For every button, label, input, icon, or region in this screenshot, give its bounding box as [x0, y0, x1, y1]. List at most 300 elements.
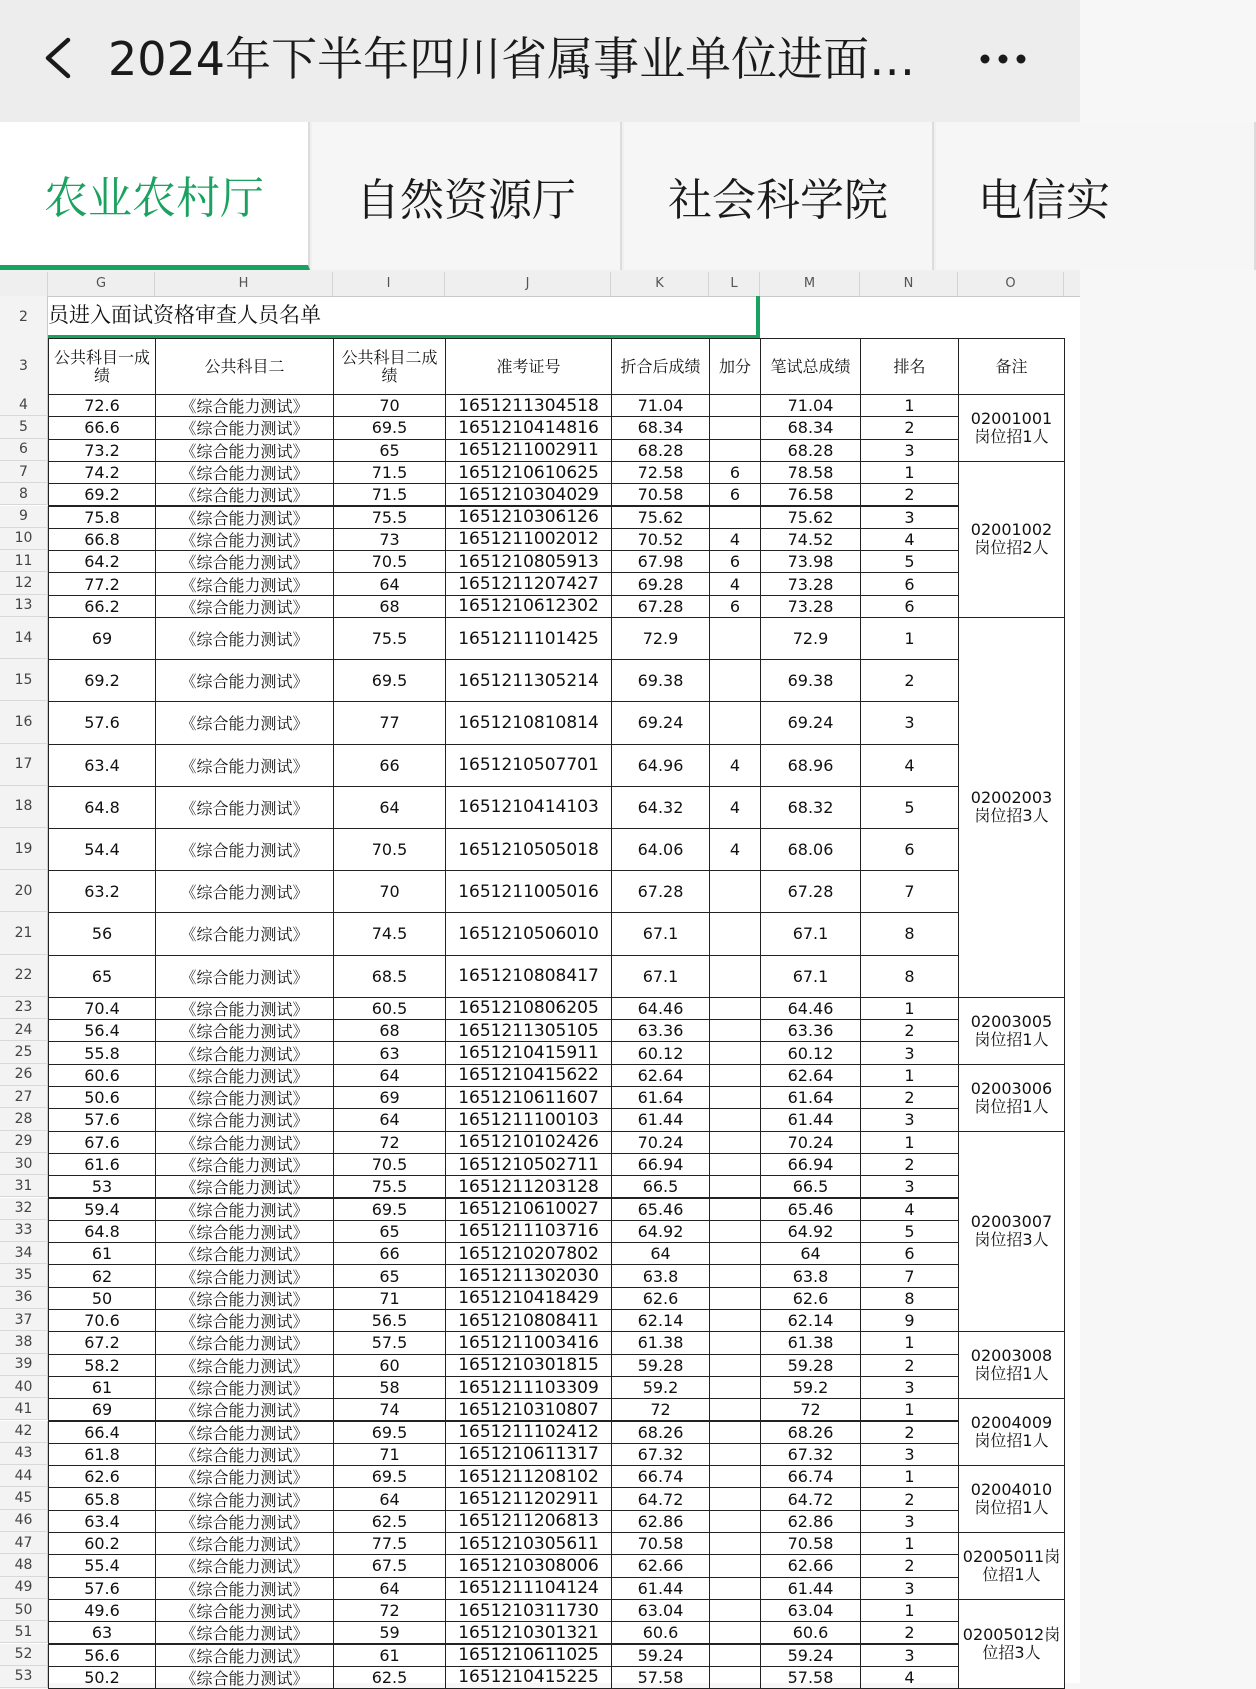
table-cell[interactable]: 2 — [860, 1153, 959, 1176]
table-cell[interactable]: 59.2 — [611, 1376, 710, 1399]
table-cell[interactable]: 69.5 — [333, 1198, 446, 1221]
table-cell[interactable] — [709, 659, 761, 702]
table-cell[interactable] — [709, 439, 761, 462]
table-cell[interactable]: 73.28 — [760, 595, 861, 618]
table-cell[interactable]: 69.24 — [760, 701, 861, 744]
table-cell[interactable]: 75.5 — [333, 1175, 446, 1198]
table-cell[interactable]: 66.74 — [611, 1465, 710, 1488]
table-cell[interactable]: 4 — [709, 744, 761, 787]
table-cell[interactable]: 59.4 — [48, 1198, 156, 1221]
table-cell[interactable]: 62.86 — [611, 1510, 710, 1533]
table-cell[interactable]: 55.8 — [48, 1041, 156, 1064]
table-cell[interactable]: 1651210414816 — [445, 416, 612, 439]
table-cell[interactable]: 67.28 — [611, 595, 710, 618]
table-cell[interactable]: 56 — [48, 912, 156, 955]
table-cell[interactable]: 60.12 — [760, 1041, 861, 1064]
table-cell[interactable]: 72.9 — [760, 617, 861, 660]
table-cell[interactable]: 1 — [860, 1599, 959, 1622]
table-cell[interactable]: 60.6 — [760, 1621, 861, 1644]
table-cell[interactable]: 1651211103716 — [445, 1220, 612, 1243]
table-cell[interactable] — [709, 1599, 761, 1622]
table-cell[interactable]: 7 — [860, 1264, 959, 1287]
table-cell[interactable]: 64.46 — [760, 997, 861, 1020]
tab-natural-resources[interactable] — [312, 122, 622, 270]
table-cell[interactable]: 77.2 — [48, 572, 156, 595]
table-cell[interactable] — [709, 870, 761, 913]
table-cell[interactable]: 63.04 — [760, 1599, 861, 1622]
table-cell[interactable]: 59.24 — [760, 1644, 861, 1667]
table-cell[interactable]: 1651211100103 — [445, 1108, 612, 1131]
table-cell[interactable]: 1651211305214 — [445, 659, 612, 702]
table-cell[interactable]: 65 — [333, 1264, 446, 1287]
table-cell[interactable]: 64.46 — [611, 997, 710, 1020]
table-cell[interactable]: 2 — [860, 659, 959, 702]
table-cell[interactable]: 75.8 — [48, 506, 156, 529]
table-cell[interactable]: 74.52 — [760, 528, 861, 551]
table-cell[interactable]: 《综合能力测试》 — [155, 701, 334, 744]
table-cell[interactable]: 《综合能力测试》 — [155, 1510, 334, 1533]
table-cell[interactable]: 1651210306126 — [445, 506, 612, 529]
table-cell[interactable]: 1651210507701 — [445, 744, 612, 787]
remark-cell[interactable]: 02005011岗 位招1人 — [958, 1532, 1065, 1600]
table-cell[interactable]: 《综合能力测试》 — [155, 1242, 334, 1265]
table-cell[interactable] — [709, 1621, 761, 1644]
table-cell[interactable]: 64 — [333, 572, 446, 595]
table-cell[interactable]: 6 — [860, 1242, 959, 1265]
table-cell[interactable]: 68.06 — [760, 828, 861, 871]
table-cell[interactable]: 《综合能力测试》 — [155, 1264, 334, 1287]
table-cell[interactable] — [709, 617, 761, 660]
table-cell[interactable]: 7 — [860, 870, 959, 913]
tab-telecom[interactable] — [936, 122, 1256, 270]
table-cell[interactable]: 《综合能力测试》 — [155, 461, 334, 484]
table-cell[interactable]: 1651211207427 — [445, 572, 612, 595]
table-cell[interactable] — [709, 1220, 761, 1243]
column-letter[interactable]: N — [860, 272, 958, 296]
column-header-cell[interactable]: 排名 — [860, 338, 959, 395]
table-cell[interactable]: 《综合能力测试》 — [155, 1019, 334, 1042]
table-cell[interactable] — [709, 1287, 761, 1310]
table-cell[interactable]: 70.58 — [611, 483, 710, 506]
table-cell[interactable]: 《综合能力测试》 — [155, 1376, 334, 1399]
sheet-title-cell[interactable]: 员进入面试资格审查人员名单 — [48, 296, 760, 338]
table-cell[interactable]: 69 — [333, 1086, 446, 1109]
table-cell[interactable]: 67.5 — [333, 1554, 446, 1577]
table-cell[interactable]: 1651211003416 — [445, 1331, 612, 1354]
table-cell[interactable] — [709, 1487, 761, 1510]
table-cell[interactable]: 《综合能力测试》 — [155, 1465, 334, 1488]
table-cell[interactable]: 61 — [48, 1376, 156, 1399]
table-cell[interactable]: 4 — [709, 786, 761, 829]
table-cell[interactable]: 3 — [860, 506, 959, 529]
table-cell[interactable]: 1651210102426 — [445, 1131, 612, 1154]
table-cell[interactable]: 1651210505018 — [445, 828, 612, 871]
table-cell[interactable] — [709, 997, 761, 1020]
table-cell[interactable]: 61.64 — [611, 1086, 710, 1109]
table-cell[interactable]: 3 — [860, 1644, 959, 1667]
table-cell[interactable]: 70.5 — [333, 550, 446, 573]
table-cell[interactable]: 《综合能力测试》 — [155, 1153, 334, 1176]
table-cell[interactable]: 《综合能力测试》 — [155, 1421, 334, 1444]
table-cell[interactable]: 《综合能力测试》 — [155, 1644, 334, 1667]
table-cell[interactable]: 2 — [860, 1019, 959, 1042]
table-cell[interactable]: 71.04 — [760, 394, 861, 417]
table-cell[interactable]: 64.06 — [611, 828, 710, 871]
table-cell[interactable]: 1 — [860, 1331, 959, 1354]
table-cell[interactable]: 《综合能力测试》 — [155, 550, 334, 573]
table-cell[interactable]: 67.28 — [611, 870, 710, 913]
table-cell[interactable]: 59 — [333, 1621, 446, 1644]
table-cell[interactable]: 1651210310807 — [445, 1398, 612, 1421]
table-cell[interactable]: 61.38 — [611, 1331, 710, 1354]
table-cell[interactable]: 72 — [333, 1599, 446, 1622]
table-cell[interactable] — [709, 1376, 761, 1399]
table-cell[interactable]: 71.5 — [333, 483, 446, 506]
table-cell[interactable]: 8 — [860, 955, 959, 998]
table-cell[interactable]: 69.2 — [48, 659, 156, 702]
table-cell[interactable]: 《综合能力测试》 — [155, 912, 334, 955]
table-cell[interactable]: 62.6 — [48, 1465, 156, 1488]
column-letter[interactable]: H — [155, 272, 333, 296]
table-cell[interactable]: 4 — [860, 744, 959, 787]
table-cell[interactable]: 78.58 — [760, 461, 861, 484]
table-cell[interactable] — [709, 955, 761, 998]
table-cell[interactable]: 57.5 — [333, 1331, 446, 1354]
table-cell[interactable]: 《综合能力测试》 — [155, 617, 334, 660]
table-cell[interactable]: 60.2 — [48, 1532, 156, 1555]
table-cell[interactable]: 61 — [48, 1242, 156, 1265]
remark-cell[interactable]: 02005012岗 位招3人 — [958, 1599, 1065, 1689]
table-cell[interactable]: 68.34 — [611, 416, 710, 439]
table-cell[interactable]: 62.14 — [611, 1309, 710, 1332]
table-cell[interactable]: 2 — [860, 416, 959, 439]
table-cell[interactable]: 57.6 — [48, 1108, 156, 1131]
table-cell[interactable]: 3 — [860, 1577, 959, 1600]
table-cell[interactable]: 61 — [333, 1644, 446, 1667]
table-cell[interactable]: 67.1 — [611, 912, 710, 955]
table-cell[interactable]: 49.6 — [48, 1599, 156, 1622]
table-cell[interactable]: 1 — [860, 1064, 959, 1087]
remark-cell[interactable]: 02002003 岗位招3人 — [958, 617, 1065, 998]
table-cell[interactable]: 6 — [709, 595, 761, 618]
table-cell[interactable]: 6 — [860, 595, 959, 618]
table-cell[interactable]: 《综合能力测试》 — [155, 659, 334, 702]
table-cell[interactable]: 1651211002012 — [445, 528, 612, 551]
table-cell[interactable]: 68.96 — [760, 744, 861, 787]
table-cell[interactable]: 1 — [860, 1465, 959, 1488]
table-cell[interactable]: 64.32 — [611, 786, 710, 829]
table-cell[interactable] — [709, 1175, 761, 1198]
table-cell[interactable]: 1651210305611 — [445, 1532, 612, 1555]
table-cell[interactable]: 53 — [48, 1175, 156, 1198]
table-cell[interactable] — [709, 1064, 761, 1087]
table-cell[interactable]: 《综合能力测试》 — [155, 1220, 334, 1243]
table-cell[interactable]: 1651211208102 — [445, 1465, 612, 1488]
table-cell[interactable] — [709, 1242, 761, 1265]
table-cell[interactable]: 77 — [333, 701, 446, 744]
table-cell[interactable]: 2 — [860, 1554, 959, 1577]
table-cell[interactable]: 68 — [333, 595, 446, 618]
table-cell[interactable]: 66.94 — [760, 1153, 861, 1176]
table-cell[interactable] — [709, 416, 761, 439]
table-cell[interactable]: 69.38 — [760, 659, 861, 702]
table-cell[interactable]: 72 — [333, 1131, 446, 1154]
table-cell[interactable]: 4 — [709, 828, 761, 871]
table-cell[interactable]: 56.5 — [333, 1309, 446, 1332]
table-cell[interactable]: 75.62 — [611, 506, 710, 529]
table-cell[interactable]: 64.96 — [611, 744, 710, 787]
table-cell[interactable]: 63.36 — [611, 1019, 710, 1042]
table-cell[interactable]: 《综合能力测试》 — [155, 1309, 334, 1332]
table-cell[interactable]: 3 — [860, 1108, 959, 1131]
column-letter[interactable]: M — [760, 272, 860, 296]
table-cell[interactable]: 61.6 — [48, 1153, 156, 1176]
table-cell[interactable]: 1651211302030 — [445, 1264, 612, 1287]
table-cell[interactable]: 62.64 — [611, 1064, 710, 1087]
column-letter[interactable]: J — [445, 272, 611, 296]
table-cell[interactable] — [709, 1131, 761, 1154]
table-cell[interactable]: 4 — [860, 1666, 959, 1689]
table-cell[interactable]: 2 — [860, 483, 959, 506]
table-cell[interactable]: 70.4 — [48, 997, 156, 1020]
table-cell[interactable]: 《综合能力测试》 — [155, 416, 334, 439]
table-cell[interactable] — [709, 1644, 761, 1667]
table-cell[interactable]: 69.5 — [333, 1465, 446, 1488]
table-cell[interactable]: 64.92 — [760, 1220, 861, 1243]
column-header-cell[interactable]: 公共科目二成绩 — [333, 338, 446, 395]
table-cell[interactable]: 62 — [48, 1264, 156, 1287]
table-cell[interactable]: 62.6 — [760, 1287, 861, 1310]
table-cell[interactable]: 70.58 — [611, 1532, 710, 1555]
table-cell[interactable]: 61.44 — [760, 1108, 861, 1131]
table-cell[interactable]: 4 — [709, 572, 761, 595]
spreadsheet[interactable] — [0, 272, 1080, 1688]
table-cell[interactable]: 61.44 — [611, 1577, 710, 1600]
table-cell[interactable]: 61.38 — [760, 1331, 861, 1354]
table-cell[interactable]: 73.28 — [760, 572, 861, 595]
table-cell[interactable]: 65.8 — [48, 1487, 156, 1510]
table-cell[interactable]: 63.8 — [611, 1264, 710, 1287]
table-cell[interactable]: 5 — [860, 1220, 959, 1243]
table-cell[interactable]: 67.32 — [760, 1443, 861, 1466]
table-cell[interactable]: 《综合能力测试》 — [155, 744, 334, 787]
column-header-cell[interactable]: 折合后成绩 — [611, 338, 710, 395]
table-cell[interactable]: 68.34 — [760, 416, 861, 439]
table-cell[interactable]: 1651210808417 — [445, 955, 612, 998]
table-cell[interactable]: 《综合能力测试》 — [155, 828, 334, 871]
table-cell[interactable]: 64.2 — [48, 550, 156, 573]
table-cell[interactable]: 1651210415911 — [445, 1041, 612, 1064]
table-cell[interactable]: 6 — [709, 461, 761, 484]
table-cell[interactable]: 1 — [860, 997, 959, 1020]
table-cell[interactable]: 63 — [48, 1621, 156, 1644]
table-cell[interactable]: 64.72 — [760, 1487, 861, 1510]
table-cell[interactable]: 61.64 — [760, 1086, 861, 1109]
table-cell[interactable]: 3 — [860, 439, 959, 462]
table-cell[interactable]: 1651211101425 — [445, 617, 612, 660]
table-cell[interactable]: 6 — [860, 572, 959, 595]
table-cell[interactable]: 70.24 — [760, 1131, 861, 1154]
table-cell[interactable] — [709, 506, 761, 529]
table-cell[interactable]: 1 — [860, 1398, 959, 1421]
table-cell[interactable]: 68.26 — [760, 1421, 861, 1444]
table-cell[interactable]: 《综合能力测试》 — [155, 1064, 334, 1087]
table-cell[interactable]: 70.5 — [333, 828, 446, 871]
table-cell[interactable]: 63.4 — [48, 744, 156, 787]
table-cell[interactable]: 2 — [860, 1421, 959, 1444]
remark-cell[interactable]: 02004009 岗位招1人 — [958, 1398, 1065, 1466]
table-cell[interactable] — [709, 1264, 761, 1287]
table-cell[interactable]: 1651210502711 — [445, 1153, 612, 1176]
table-cell[interactable]: 63.04 — [611, 1599, 710, 1622]
table-cell[interactable]: 70.6 — [48, 1309, 156, 1332]
table-cell[interactable]: 59.2 — [760, 1376, 861, 1399]
table-cell[interactable] — [709, 701, 761, 744]
table-cell[interactable]: 66.2 — [48, 595, 156, 618]
table-cell[interactable]: 64 — [333, 1577, 446, 1600]
table-cell[interactable]: 《综合能力测试》 — [155, 1354, 334, 1377]
table-cell[interactable] — [709, 1577, 761, 1600]
table-cell[interactable]: 64 — [760, 1242, 861, 1265]
table-cell[interactable]: 63.36 — [760, 1019, 861, 1042]
table-cell[interactable]: 69.2 — [48, 483, 156, 506]
table-cell[interactable] — [709, 1554, 761, 1577]
table-cell[interactable]: 64.72 — [611, 1487, 710, 1510]
table-cell[interactable]: 3 — [860, 701, 959, 744]
column-letter[interactable]: I — [333, 272, 445, 296]
table-cell[interactable] — [709, 1019, 761, 1042]
column-header-cell[interactable]: 准考证号 — [445, 338, 612, 395]
table-cell[interactable]: 60.6 — [48, 1064, 156, 1087]
table-cell[interactable]: 61.44 — [760, 1577, 861, 1600]
column-letter[interactable]: L — [709, 272, 760, 296]
table-cell[interactable]: 1651210611025 — [445, 1644, 612, 1667]
table-cell[interactable]: 69.5 — [333, 416, 446, 439]
table-cell[interactable]: 68.28 — [611, 439, 710, 462]
table-cell[interactable]: 65 — [48, 955, 156, 998]
table-cell[interactable]: 《综合能力测试》 — [155, 1666, 334, 1689]
remark-cell[interactable]: 02003005 岗位招1人 — [958, 997, 1065, 1065]
table-cell[interactable]: 《综合能力测试》 — [155, 1331, 334, 1354]
table-cell[interactable]: 5 — [860, 786, 959, 829]
column-header-cell[interactable]: 备注 — [958, 338, 1065, 395]
table-cell[interactable]: 71.04 — [611, 394, 710, 417]
remark-cell[interactable]: 02003006 岗位招1人 — [958, 1064, 1065, 1132]
table-cell[interactable] — [709, 912, 761, 955]
table-cell[interactable]: 67.32 — [611, 1443, 710, 1466]
table-cell[interactable]: 1651210611317 — [445, 1443, 612, 1466]
table-cell[interactable]: 74.2 — [48, 461, 156, 484]
table-cell[interactable]: 6 — [709, 550, 761, 573]
table-cell[interactable]: 67.6 — [48, 1131, 156, 1154]
table-cell[interactable]: 1 — [860, 1532, 959, 1555]
table-cell[interactable]: 《综合能力测试》 — [155, 1577, 334, 1600]
table-cell[interactable]: 56.6 — [48, 1644, 156, 1667]
table-cell[interactable]: 57.6 — [48, 701, 156, 744]
table-cell[interactable]: 3 — [860, 1175, 959, 1198]
table-cell[interactable]: 70.52 — [611, 528, 710, 551]
table-cell[interactable]: 66.6 — [48, 416, 156, 439]
table-cell[interactable]: 《综合能力测试》 — [155, 595, 334, 618]
table-cell[interactable]: 65 — [333, 439, 446, 462]
table-cell[interactable]: 1651211102412 — [445, 1421, 612, 1444]
remark-cell[interactable]: 02003007 岗位招3人 — [958, 1131, 1065, 1333]
table-cell[interactable]: 73.2 — [48, 439, 156, 462]
table-cell[interactable]: 3 — [860, 1443, 959, 1466]
table-cell[interactable]: 《综合能力测试》 — [155, 1086, 334, 1109]
table-cell[interactable]: 76.58 — [760, 483, 861, 506]
table-cell[interactable] — [709, 1086, 761, 1109]
table-cell[interactable]: 《综合能力测试》 — [155, 572, 334, 595]
table-cell[interactable]: 66.94 — [611, 1153, 710, 1176]
table-cell[interactable]: 62.5 — [333, 1666, 446, 1689]
table-cell[interactable]: 1651210301321 — [445, 1621, 612, 1644]
table-cell[interactable]: 64 — [611, 1242, 710, 1265]
table-cell[interactable] — [709, 1331, 761, 1354]
table-cell[interactable]: 72 — [760, 1398, 861, 1421]
table-cell[interactable]: 69.28 — [611, 572, 710, 595]
table-cell[interactable]: 1651211305105 — [445, 1019, 612, 1042]
table-cell[interactable]: 《综合能力测试》 — [155, 1398, 334, 1421]
table-cell[interactable]: 64 — [333, 1487, 446, 1510]
table-cell[interactable]: 66.8 — [48, 528, 156, 551]
table-cell[interactable]: 64 — [333, 786, 446, 829]
table-cell[interactable]: 64.8 — [48, 786, 156, 829]
table-cell[interactable]: 1 — [860, 617, 959, 660]
table-cell[interactable]: 59.24 — [611, 1644, 710, 1667]
column-header-cell[interactable]: 公共科目二 — [155, 338, 334, 395]
table-cell[interactable]: 69.5 — [333, 1421, 446, 1444]
table-cell[interactable]: 1651210301815 — [445, 1354, 612, 1377]
table-cell[interactable]: 72.6 — [48, 394, 156, 417]
table-cell[interactable]: 57.6 — [48, 1577, 156, 1600]
table-cell[interactable]: 《综合能力测试》 — [155, 1621, 334, 1644]
table-cell[interactable]: 68.26 — [611, 1421, 710, 1444]
table-cell[interactable]: 61.8 — [48, 1443, 156, 1466]
table-cell[interactable]: 60 — [333, 1354, 446, 1377]
table-cell[interactable]: 1651211103309 — [445, 1376, 612, 1399]
table-cell[interactable]: 2 — [860, 1354, 959, 1377]
table-cell[interactable]: 70 — [333, 394, 446, 417]
table-cell[interactable] — [709, 394, 761, 417]
table-cell[interactable]: 71 — [333, 1287, 446, 1310]
table-cell[interactable]: 69 — [48, 1398, 156, 1421]
table-cell[interactable]: 62.5 — [333, 1510, 446, 1533]
table-cell[interactable]: 《综合能力测试》 — [155, 1175, 334, 1198]
table-cell[interactable] — [709, 1108, 761, 1131]
remark-cell[interactable]: 02001001 岗位招1人 — [958, 394, 1065, 462]
table-cell[interactable]: 1 — [860, 1131, 959, 1154]
back-button[interactable] — [34, 28, 94, 88]
table-cell[interactable]: 1651210506010 — [445, 912, 612, 955]
table-cell[interactable]: 2 — [860, 1487, 959, 1510]
table-cell[interactable]: 67.2 — [48, 1331, 156, 1354]
table-cell[interactable]: 1651211206813 — [445, 1510, 612, 1533]
table-cell[interactable]: 1651211002911 — [445, 439, 612, 462]
table-cell[interactable]: 75.5 — [333, 506, 446, 529]
column-letter[interactable]: O — [958, 272, 1064, 296]
table-cell[interactable]: 1651210418429 — [445, 1287, 612, 1310]
table-cell[interactable]: 3 — [860, 1041, 959, 1064]
table-cell[interactable]: 64 — [333, 1064, 446, 1087]
table-cell[interactable]: 64.8 — [48, 1220, 156, 1243]
table-cell[interactable]: 《综合能力测试》 — [155, 1554, 334, 1577]
table-cell[interactable]: 《综合能力测试》 — [155, 1131, 334, 1154]
table-cell[interactable]: 57.58 — [760, 1666, 861, 1689]
table-cell[interactable]: 72.58 — [611, 461, 710, 484]
table-cell[interactable] — [709, 1041, 761, 1064]
table-cell[interactable] — [709, 1666, 761, 1689]
